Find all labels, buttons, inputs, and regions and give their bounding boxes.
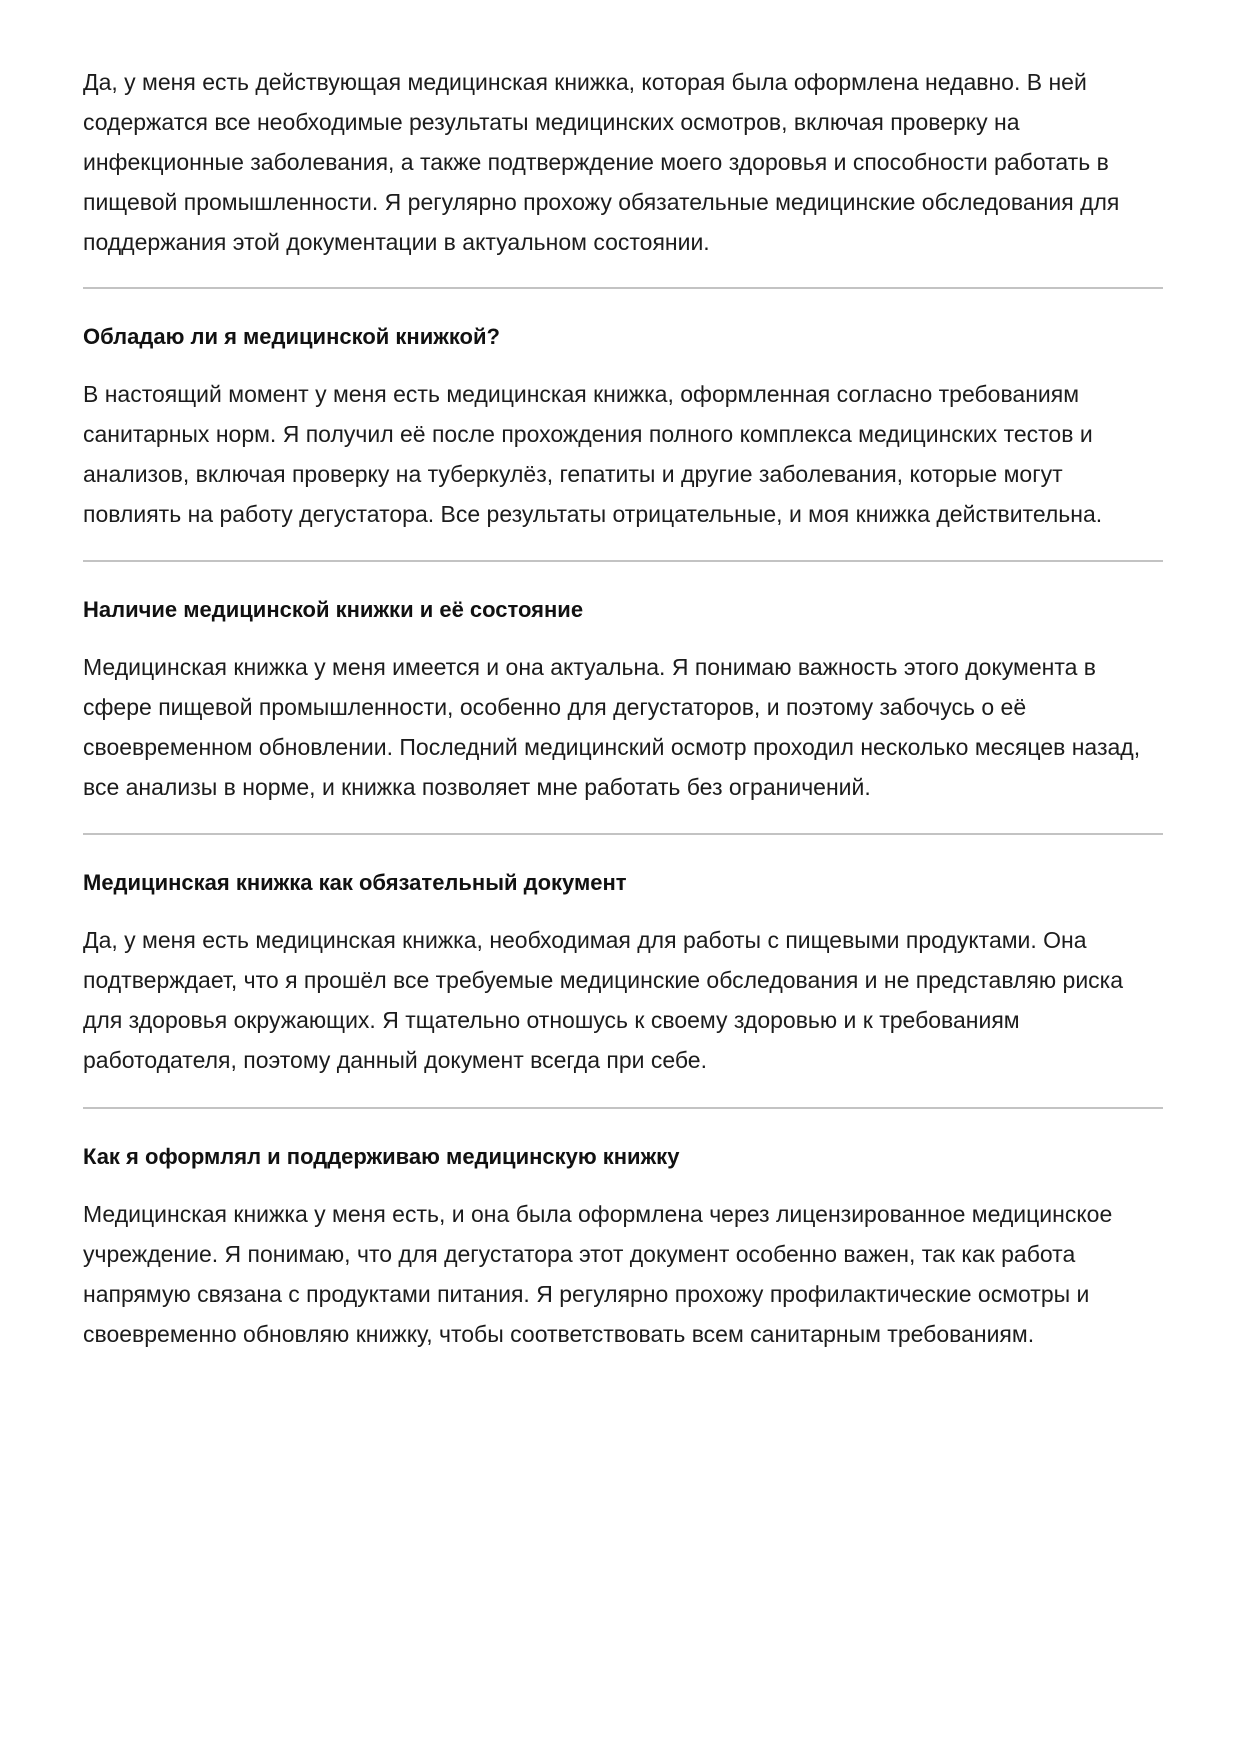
section-text-4: Медицинская книжка у меня есть, и она была оформлена через лицензированное медицинское учреждение. Я понимаю, что для дегустатора этот документ особенно важен, так как работа напрямую связана с продуктами питания. Я регулярно прохожу профилактические осмотры и своевременно обновляю книжку, чтобы соответствовать всем санитарным требованиям.: [83, 1201, 1113, 1347]
section-title-3: Медицинская книжка как обязательный документ: [83, 870, 627, 895]
intro-paragraph: Да, у меня есть действующая медицинская книжка, которая была оформлена недавно. В ней содержатся все необходимые результаты медицинских осмотров, включая проверку на инфекционные заболевания, а также подтверждение моего здоровья и способности работать в пищевой промышленности. Я регулярно прохожу обязательные медицинские обследования для поддержания этой документации в актуальном состоянии.: [83, 69, 1120, 255]
section-divider: [83, 287, 1163, 289]
section-text-1: В настоящий момент у меня есть медицинская книжка, оформленная согласно требованиям санитарных норм. Я получил её после прохождения полного комплекса медицинских тестов и анализов, включая проверку на туберкулёз, гепатиты и другие заболевания, которые могут повлиять на работу дегустатора. Все результаты отрицательные, и моя книжка действительна.: [83, 381, 1103, 527]
section-divider: [83, 833, 1163, 835]
document-page: [83, 62, 1163, 1354]
section-title-2: Наличие медицинской книжки и её состояние: [83, 597, 584, 622]
section-title-1: Обладаю ли я медицинской книжкой?: [83, 324, 500, 349]
section-divider: [83, 1107, 1163, 1109]
section-text-2: Медицинская книжка у меня имеется и она актуальна. Я понимаю важность этого документа в сфере пищевой промышленности, особенно для дегустаторов, и поэтому забочусь о её своевременном обновлении. Последний медицинский осмотр проходил несколько месяцев назад, все анализы в норме, и книжка позволяет мне работать без ограничений.: [83, 654, 1141, 800]
section-text-3: Да, у меня есть медицинская книжка, необходимая для работы с пищевыми продуктами. Она подтверждает, что я прошёл все требуемые медицинские обследования и не представляю риска для здоровья окружающих. Я тщательно отношусь к своему здоровью и к требованиям работодателя, поэтому данный документ всегда при себе.: [83, 927, 1124, 1073]
section-divider: [83, 560, 1163, 562]
section-title-4: Как я оформлял и поддерживаю медицинскую книжку: [83, 1144, 680, 1169]
